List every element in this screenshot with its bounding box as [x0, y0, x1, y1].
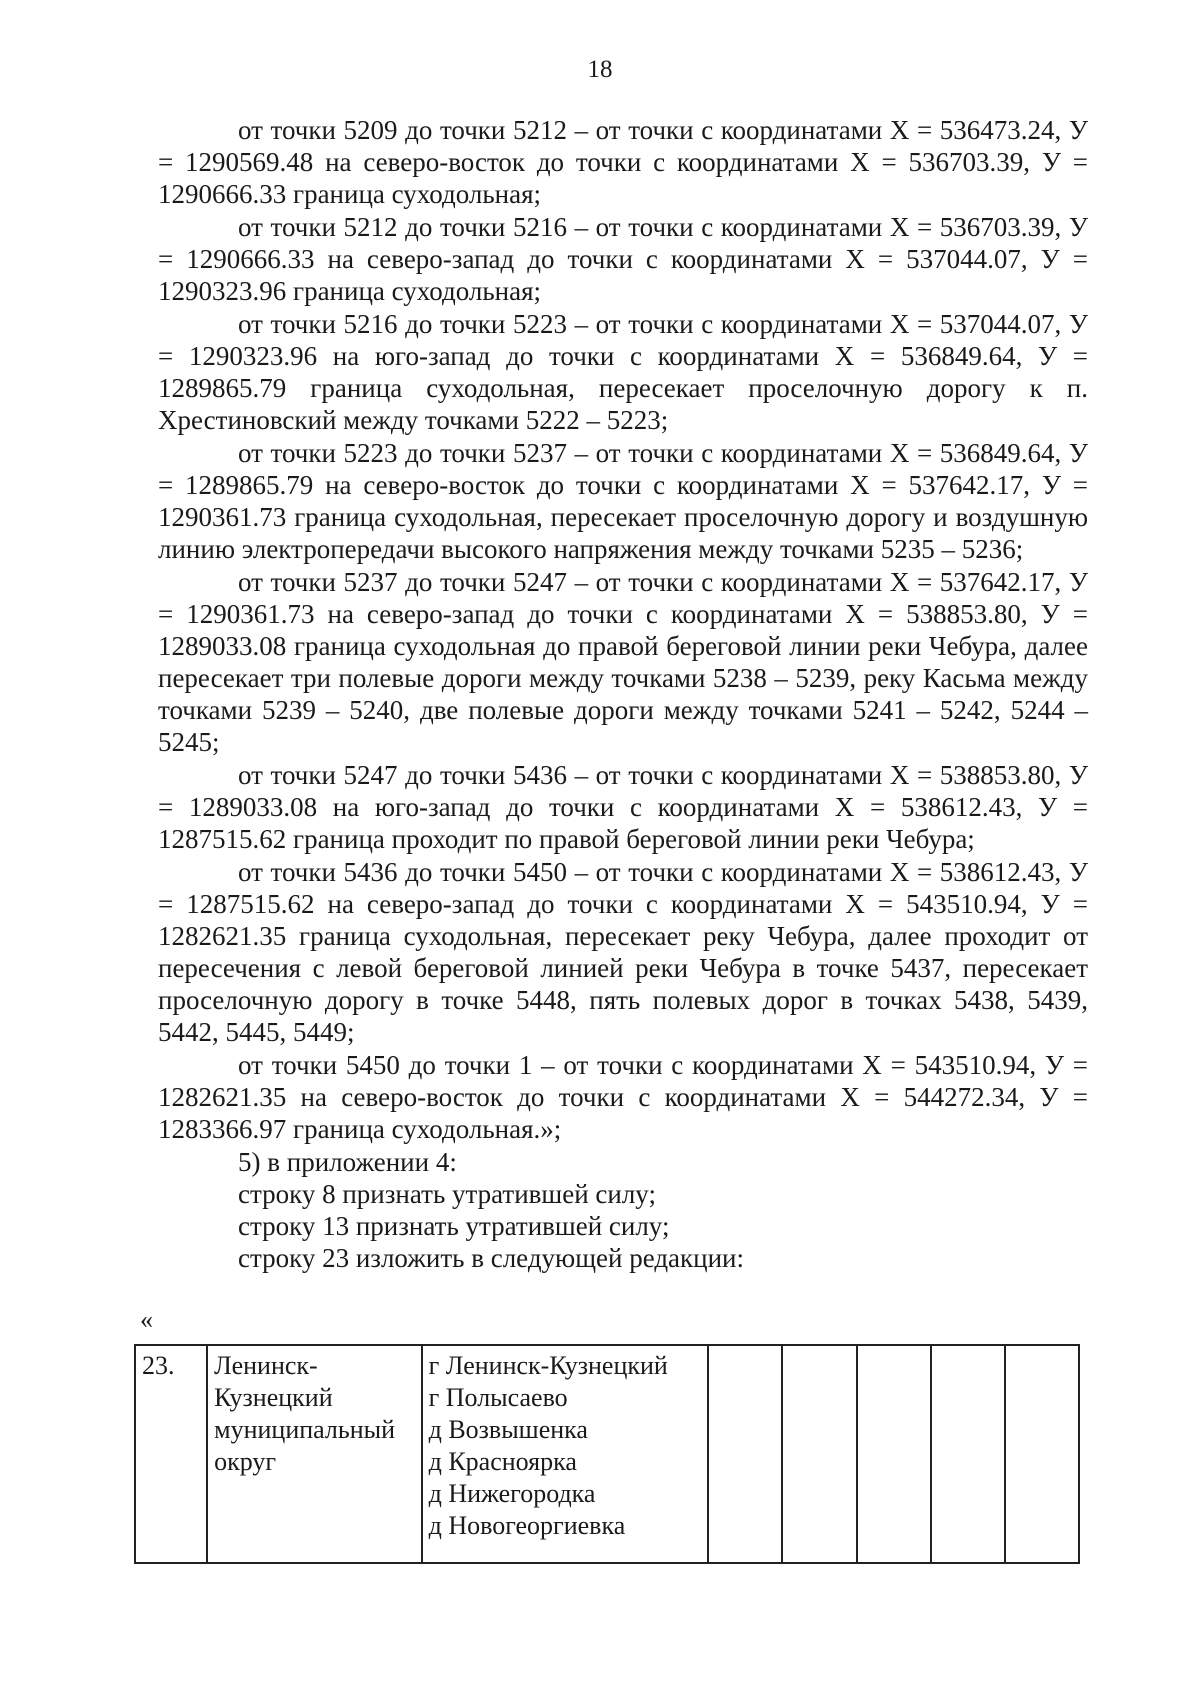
paragraph-5209-5212: от точки 5209 до точки 5212 – от точки с координатами Х = 536473.24, У = 1290569.48 на северо-восток до точки с координатами Х = 536703.39, У = 1290666.33 граница суходольная;: [158, 115, 1088, 209]
settlement-item: г Ленинск-Кузнецкий: [428, 1351, 668, 1380]
settlement-item: д Красноярка: [428, 1447, 577, 1476]
opening-quote: «: [140, 1305, 153, 1334]
document-body: [158, 114, 1088, 1274]
empty-cell: [782, 1345, 856, 1563]
paragraph-5216-5223: от точки 5216 до точки 5223 – от точки с координатами Х = 537044.07, У = 1290323.96 на юго-запад до точки с координатами Х = 536849.64, У = 1289865.79 граница суходольная, пересекает проселочную дорогу к п. Хрестиновский между точками 5222 – 5223;: [158, 309, 1088, 435]
row-number-cell: [135, 1345, 207, 1563]
empty-cell: [708, 1345, 782, 1563]
municipality-name-line: Кузнецкий: [214, 1383, 333, 1412]
municipality-cell: [207, 1345, 421, 1563]
empty-cell: [857, 1345, 931, 1563]
item-row-13: строку 13 признать утратившей силу;: [238, 1211, 670, 1241]
paragraph-5247-5436: от точки 5247 до точки 5436 – от точки с координатами Х = 538853.80, У = 1289033.08 на юго-запад до точки с координатами Х = 538612.43, У = 1287515.62 граница проходит по правой береговой линии реки Чебура;: [158, 760, 1088, 854]
table-row: [135, 1345, 1079, 1563]
settlement-item: д Новогеоргиевка: [428, 1511, 626, 1540]
empty-cell: [931, 1345, 1005, 1563]
paragraph-5223-5237: от точки 5223 до точки 5237 – от точки с координатами Х = 536849.64, У = 1289865.79 на северо-восток до точки с координатами Х = 537642.17, У = 1290361.73 граница суходольная, пересекает проселочную дорогу и воздушную линию электропередачи высокого напряжения между точками 5235 – 5236;: [158, 438, 1088, 564]
item-appendix-4: 5) в приложении 4:: [238, 1147, 457, 1177]
appendix-table: [134, 1344, 1080, 1564]
settlements-cell: [422, 1345, 709, 1563]
settlement-item: г Полысаево: [428, 1383, 568, 1412]
empty-cell: [1005, 1345, 1079, 1563]
item-row-8: строку 8 признать утратившей силу;: [238, 1179, 656, 1209]
page-number: 18: [587, 56, 613, 83]
municipality-name-line: Ленинск-: [214, 1351, 318, 1380]
settlement-item: д Нижегородка: [428, 1479, 596, 1508]
paragraph-5237-5247: от точки 5237 до точки 5247 – от точки с координатами Х = 537642.17, У = 1290361.73 на северо-запад до точки с координатами Х = 538853.80, У = 1289033.08 граница суходольная до правой береговой линии реки Чебура, далее пересекает три полевые дороги между точками 5238 – 5239, реку Касьма между точками 5239 – 5240, две полевые дороги между точками 5241 – 5242, 5244 – 5245;: [158, 567, 1088, 757]
settlement-item: д Возвышенка: [428, 1415, 588, 1444]
row-number: 23.: [142, 1351, 175, 1380]
municipality-name-line: округ: [214, 1447, 277, 1476]
paragraph-5212-5216: от точки 5212 до точки 5216 – от точки с координатами Х = 536703.39, У = 1290666.33 на северо-запад до точки с координатами Х = 537044.07, У = 1290323.96 граница суходольная;: [158, 212, 1088, 306]
item-row-23: строку 23 изложить в следующей редакции:: [238, 1243, 745, 1273]
paragraph-5450-1: от точки 5450 до точки 1 – от точки с координатами Х = 543510.94, У = 1282621.35 на северо-восток до точки с координатами Х = 544272.34, У = 1283366.97 граница суходольная.»;: [158, 1050, 1088, 1144]
paragraph-5436-5450: от точки 5436 до точки 5450 – от точки с координатами Х = 538612.43, У = 1287515.62 на северо-запад до точки с координатами Х = 543510.94, У = 1282621.35 граница суходольная, пересекает реку Чебура, далее проходит от пересечения с левой береговой линией реки Чебура в точке 5437, пересекает проселочную дорогу в точке 5448, пять полевых дорог в точках 5438, 5439, 5442, 5445, 5449;: [158, 857, 1088, 1047]
municipality-name-line: муниципальный: [214, 1415, 396, 1444]
